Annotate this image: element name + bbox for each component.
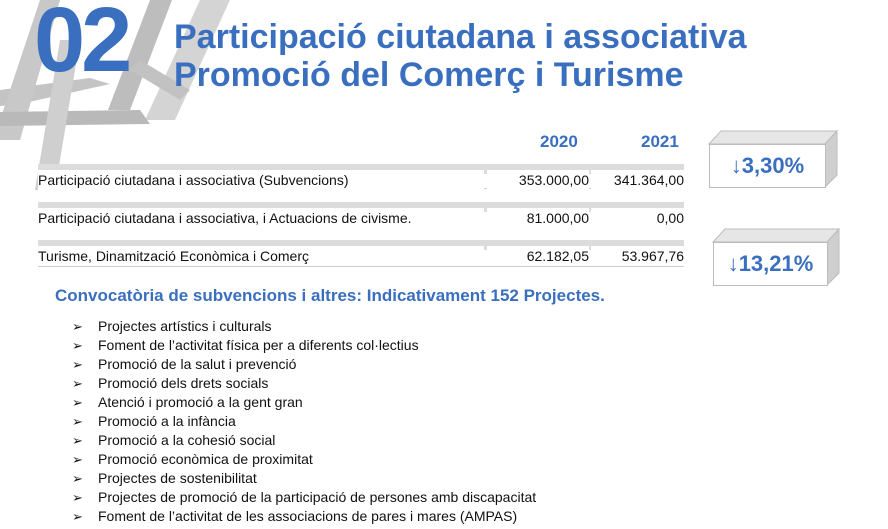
list-item-text: Foment de l’activitat física per a diferents col·lectius [98,337,419,353]
table-divider [38,266,684,267]
list-item [72,393,536,412]
list-item [72,431,536,450]
list-item-text: Atenció i promoció a la gent gran [98,394,303,410]
bullet-arrow-icon: ➢ [72,357,83,372]
badge-text: ↓13,21% [713,242,828,286]
row-value-2021: 0,00 [591,208,684,228]
list-item [72,450,536,469]
year-header-2020: 2020 [540,132,578,151]
bullet-arrow-icon: ➢ [72,471,83,486]
list-item-text: Projectes artístics i culturals [98,318,272,334]
list-item [72,412,536,431]
list-item-text: Promoció de la salut i prevenció [98,356,297,372]
bullet-arrow-icon: ➢ [72,319,83,334]
list-item-text: Promoció a la cohesió social [98,432,276,448]
row-label: Turisme, Dinamització Econòmica i Comerç [38,246,484,266]
title-line-1: Participació ciutadana i associativa [174,18,747,56]
list-item [72,507,536,526]
list-item [72,469,536,488]
row-value-2021: 53.967,76 [591,246,684,266]
bullet-arrow-icon: ➢ [72,433,83,448]
row-value-2021: 341.364,00 [591,170,684,190]
page-title [174,18,747,94]
list-item-text: Projectes de promoció de la participació de persones amb discapacitat [98,489,537,505]
list-item-text: Promoció dels drets socials [98,375,269,391]
list-item-text: Promoció econòmica de proximitat [98,451,313,467]
list-item-text: Projectes de sostenibilitat [98,470,257,486]
change-badge-subvencions [708,130,838,188]
list-item [72,355,536,374]
year-header-2021: 2021 [641,132,679,151]
list-item [72,374,536,393]
bullet-arrow-icon: ➢ [72,452,83,467]
badge-text: ↓3,30% [709,144,826,188]
bullet-arrow-icon: ➢ [72,414,83,429]
bullet-arrow-icon: ➢ [72,376,83,391]
bullet-arrow-icon: ➢ [72,490,83,505]
change-badge-turisme [712,228,840,286]
row-label: Participació ciutadana i associativa (Subvencions) [38,170,484,190]
project-list [72,317,536,526]
list-item-text: Foment de l’activitat de les associacions de pares i mares (AMPAS) [98,508,518,524]
row-value-2020: 353.000,00 [487,170,589,190]
bullet-arrow-icon: ➢ [72,509,83,524]
table-row [38,202,684,226]
row-value-2020: 81.000,00 [487,208,589,228]
row-value-2020: 62.182,05 [487,246,589,266]
list-item [72,488,536,507]
list-item [72,317,536,336]
section-subtitle: Convocatòria de subvencions i altres: Indicativament 152 Projectes. [55,286,605,305]
bullet-arrow-icon: ➢ [72,338,83,353]
table-row [38,240,684,264]
row-label: Participació ciutadana i associativa, i Actuacions de civisme. [38,208,484,228]
list-item [72,336,536,355]
table-row [38,164,684,188]
list-item-text: Promoció a la infància [98,413,236,429]
title-line-2: Promoció del Comerç i Turisme [174,56,684,94]
bullet-arrow-icon: ➢ [72,395,83,410]
section-number: 02 [34,0,129,91]
